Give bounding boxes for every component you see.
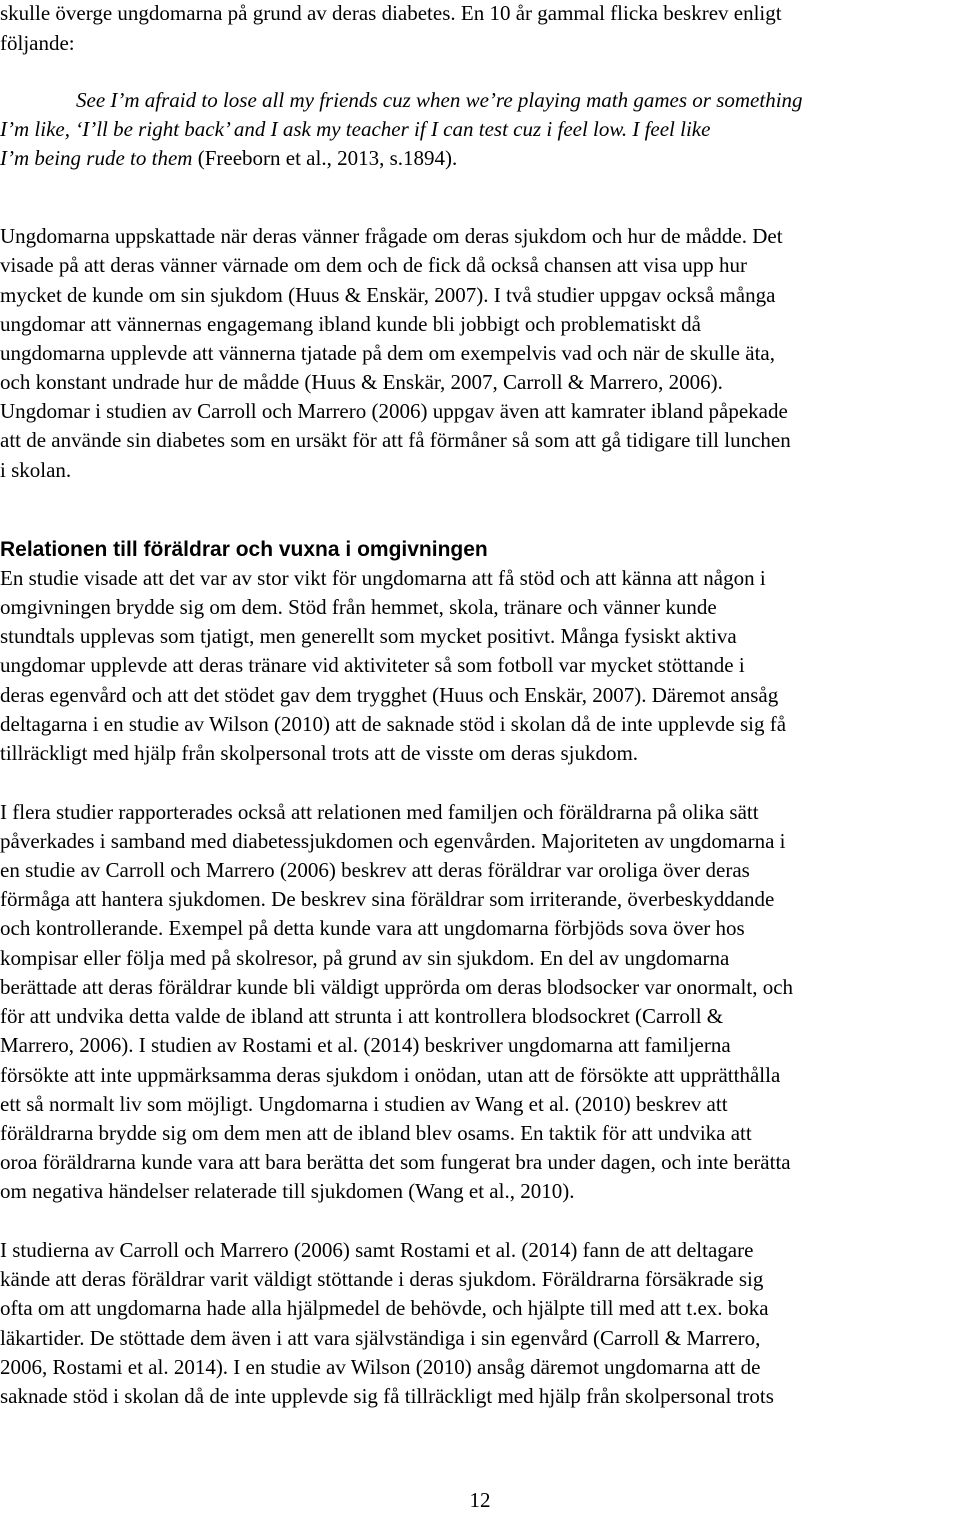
text-line: ungdomar upplevde att deras tränare vid aktiviteter så som fotboll var mycket stöttande i	[0, 653, 745, 677]
quote-text: I’m like, ‘I’ll be right back’ and I ask my teacher if I can test cuz i feel low. I feel like	[0, 117, 711, 141]
text-line: följande:	[0, 31, 75, 55]
text-line: påverkades i samband med diabetessjukdomen och egenvården. Majoriteten av ungdomarna i	[0, 829, 786, 853]
text-line: 2006, Rostami et al. 2014). I en studie av Wilson (2010) ansåg däremot ungdomarna att de	[0, 1355, 761, 1379]
quote-line	[0, 114, 710, 144]
text-line: En studie visade att det var av stor vikt för ungdomarna att få stöd och att känna att någon i	[0, 566, 766, 590]
text-line: föräldrarna brydde sig om dem men att de ibland blev osams. En taktik för att undvika att	[0, 1121, 752, 1145]
quote-text: See I’m afraid to lose all my friends cuz when we’re playing math games or something	[76, 88, 803, 112]
text-line: I studierna av Carroll och Marrero (2006) samt Rostami et al. (2014) fann de att deltagare	[0, 1238, 754, 1262]
text-line: och konstant undrade hur de mådde (Huus & Enskär, 2007, Carroll & Marrero, 2006).	[0, 370, 723, 394]
text-line: saknade stöd i skolan då de inte upplevde sig få tillräckligt med hjälp från skolpersonal trots	[0, 1384, 774, 1408]
text-line: om negativa händelser relaterade till sjukdomen (Wang et al., 2010).	[0, 1179, 575, 1203]
text-line: mycket de kunde om sin sjukdom (Huus & Enskär, 2007). I två studier uppgav också många	[0, 283, 776, 307]
section-heading: Relationen till föräldrar och vuxna i omgivningen	[0, 538, 488, 561]
text-line: I flera studier rapporterades också att relationen med familjen och föräldrarna på olika sätt	[0, 800, 759, 824]
text-line: för att undvika detta valde de ibland att strunta i att kontrollera blodsockret (Carroll &	[0, 1004, 724, 1028]
text-line: försökte att inte uppmärksamma deras sjukdom i onödan, utan att de försökte att upprätthålla	[0, 1063, 781, 1087]
text-line: att de använde sin diabetes som en ursäkt för att få förmåner så som att gå tidigare till lunchen	[0, 428, 791, 452]
text-line: förmåga att hantera sjukdomen. De beskrev sina föräldrar som irriterande, överbeskyddande	[0, 887, 775, 911]
text-line: stundtals upplevas som tjatigt, men generellt som mycket positivt. Många fysiskt aktiva	[0, 624, 737, 648]
text-line: ett så normalt liv som möjligt. Ungdomarna i studien av Wang et al. (2010) beskrev att	[0, 1092, 728, 1116]
text-line: visade på att deras vänner värnade om dem och de fick då också chansen att visa upp hur	[0, 253, 747, 277]
text-line: Marrero, 2006). I studien av Rostami et al. (2014) beskriver ungdomarna att familjerna	[0, 1033, 731, 1057]
text-line: berättade att deras föräldrar kunde bli väldigt upprörda om deras blodsocker var onormalt, och	[0, 975, 794, 999]
text-line: tillräckligt med hjälp från skolpersonal trots att de visste om deras sjukdom.	[0, 741, 639, 765]
text-line: ungdomar att vännernas engagemang ibland kunde bli jobbigt och problematiskt då	[0, 312, 701, 336]
quote-text: I’m being rude to them	[0, 146, 193, 170]
text-line: kompisar eller följa med på skolresor, på grund av sin sjukdom. En del av ungdomarna	[0, 946, 730, 970]
quote-citation: (Freeborn et al., 2013, s.1894).	[192, 146, 458, 170]
text-line: omgivningen brydde sig om dem. Stöd från hemmet, skola, tränare och vänner kunde	[0, 595, 717, 619]
text-line: skulle överge ungdomarna på grund av deras diabetes. En 10 år gammal flicka beskrev enligt	[0, 1, 782, 25]
text-line: Ungdomar i studien av Carroll och Marrero (2006) uppgav även att kamrater ibland påpekade	[0, 399, 788, 423]
text-line: deras egenvård och att det stödet gav dem trygghet (Huus och Enskär, 2007). Däremot ansåg	[0, 683, 779, 707]
text-line: ofta om att ungdomarna hade alla hjälpmedel de behövde, och hjälpte till med att t.ex. boka	[0, 1296, 769, 1320]
text-line: Ungdomarna uppskattade när deras vänner frågade om deras sjukdom och hur de mådde. Det	[0, 224, 783, 248]
text-line: läkartider. De stöttade dem även i att vara självständiga i sin egenvård (Carroll & Marrero,	[0, 1326, 761, 1350]
text-line: en studie av Carroll och Marrero (2006) beskrev att deras föräldrar var oroliga över deras	[0, 858, 750, 882]
text-line: och kontrollerande. Exempel på detta kunde vara att ungdomarna förbjöds sova över hos	[0, 916, 745, 940]
text-line: i skolan.	[0, 458, 72, 482]
quote-line	[76, 85, 803, 115]
quote-line	[0, 143, 457, 173]
text-line: deltagarna i en studie av Wilson (2010) att de saknade stöd i skolan då de inte upplevde sig få	[0, 712, 787, 736]
text-line: ungdomarna upplevde att vännerna tjatade på dem om exempelvis vad och när de skulle äta,	[0, 341, 775, 365]
text-line: kände att deras föräldrar varit väldigt stöttande i deras sjukdom. Föräldrarna försäkrade sig	[0, 1267, 764, 1291]
text-line: oroa föräldrarna kunde vara att bara berätta det som fungerat bra under dagen, och inte berätta	[0, 1150, 791, 1174]
page-number: 12	[469, 1488, 491, 1512]
